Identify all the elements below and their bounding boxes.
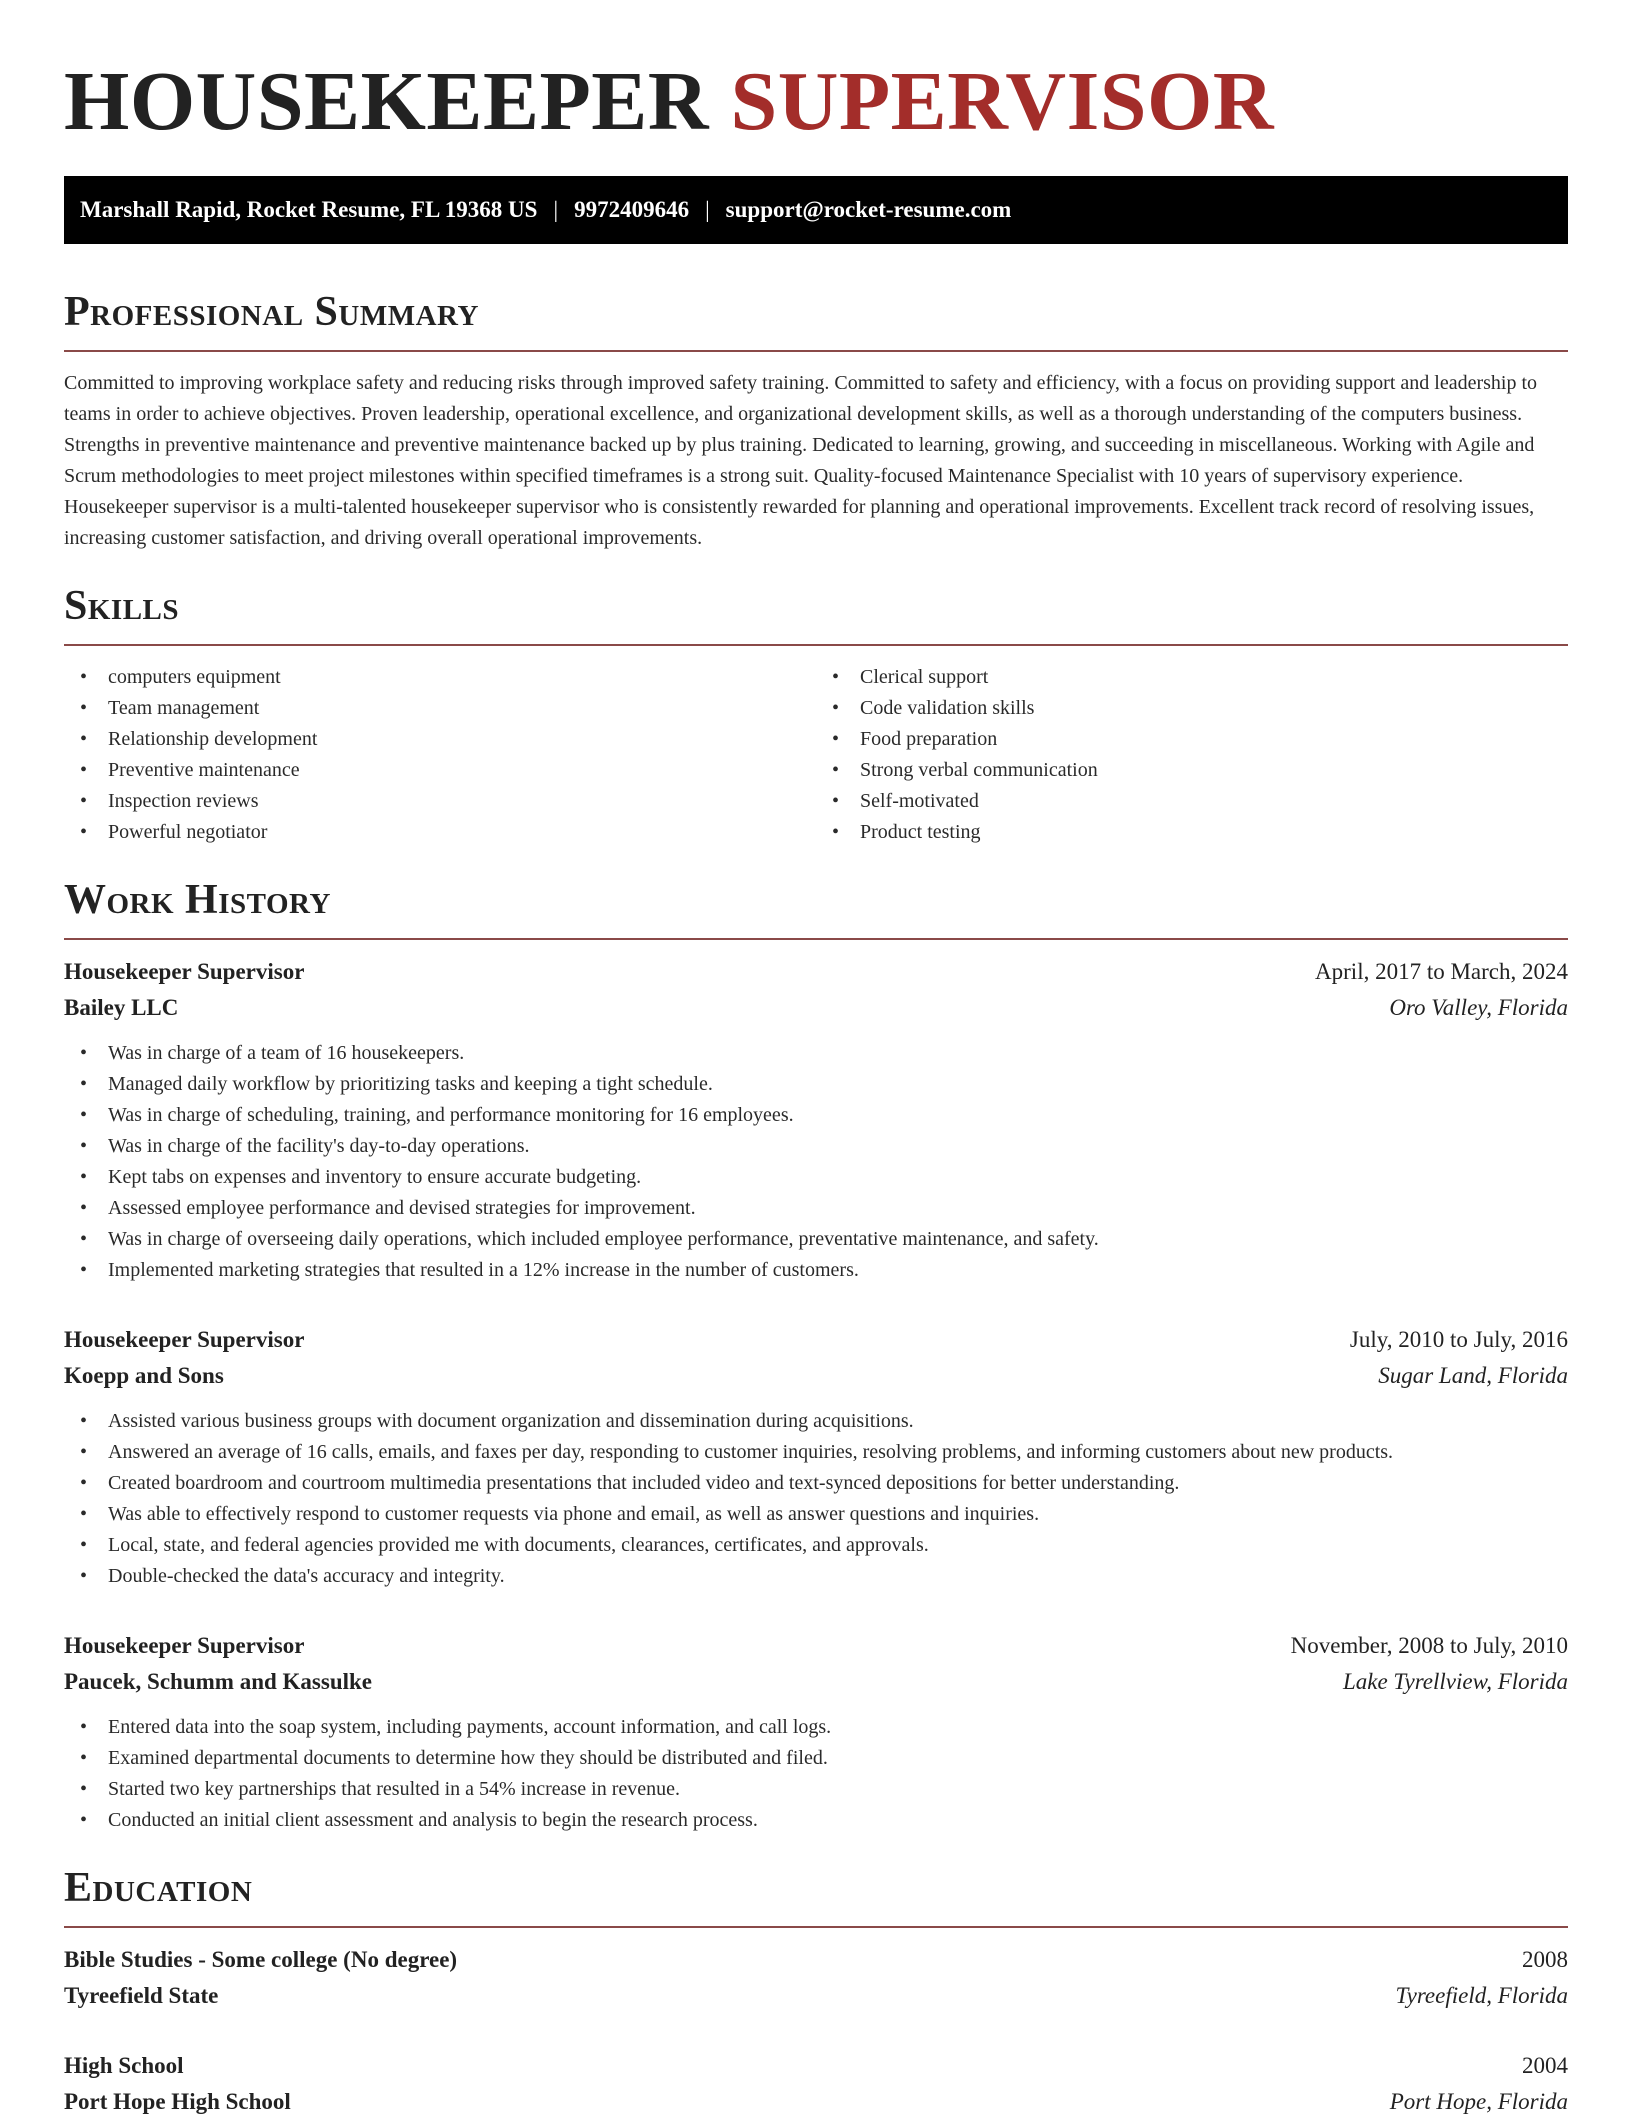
contact-phone: 9972409646 bbox=[574, 197, 690, 222]
job-company: Bailey LLC bbox=[64, 995, 179, 1020]
skills-divider bbox=[64, 644, 1568, 646]
job-company-row bbox=[64, 990, 1568, 1026]
education-degree: High School bbox=[64, 2053, 184, 2078]
job-bullet: • Implemented marketing strategies that resulted in a 12% increase in the number of customers. bbox=[64, 1255, 1568, 1286]
skill-item: • Clerical support bbox=[816, 662, 1568, 693]
job-dates: April, 2017 to March, 2024 bbox=[1315, 959, 1568, 984]
education-header-row bbox=[64, 1942, 1568, 1978]
job-bullet: • Started two key partnerships that resulted in a 54% increase in revenue. bbox=[64, 1774, 1568, 1805]
contact-separator: | bbox=[705, 197, 710, 222]
job-dates: November, 2008 to July, 2010 bbox=[1290, 1633, 1568, 1658]
job-company: Koepp and Sons bbox=[64, 1363, 224, 1388]
name-last: SUPERVISOR bbox=[730, 55, 1274, 148]
job-company-row bbox=[64, 1358, 1568, 1394]
contact-address: Marshall Rapid, Rocket Resume, FL 19368 US bbox=[80, 197, 538, 222]
education-location: Port Hope, Florida bbox=[1389, 2089, 1568, 2114]
skill-item: • computers equipment bbox=[64, 662, 816, 693]
education-heading: Education bbox=[64, 1865, 253, 1911]
summary-divider bbox=[64, 350, 1568, 352]
job-bullet: • Was in charge of overseeing daily operations, which included employee performance, preventative maintenance, and safety. bbox=[64, 1224, 1568, 1255]
education-section bbox=[64, 1860, 1568, 2120]
job-bullets bbox=[64, 1712, 1568, 1836]
summary-text: Committed to improving workplace safety and reducing risks through improved safety training. Committed to safety and efficiency, with a focus on providing support and leadership to teams in order to achieve objectives. Proven leadership, operational excellence, and organizational development skills, as well as a thorough understanding of the computers business. Strengths in preventive maintenance and preventive maintenance backed up by plus training. Dedicated to learning, growing, and succeeding in miscellaneous. Working with Agile and Scrum methodologies to meet project milestones within specified timeframes is a strong suit. Quality-focused Maintenance Specialist with 10 years of supervisory experience. Housekeeper supervisor is a multi-talented housekeeper supervisor who is consistently rewarded for planning and operational improvements. Excellent track record of resolving issues, increasing customer satisfaction, and driving overall operational improvements. bbox=[64, 372, 1538, 549]
education-header-row bbox=[64, 2048, 1568, 2084]
job-bullet: • Kept tabs on expenses and inventory to ensure accurate budgeting. bbox=[64, 1162, 1568, 1193]
job-title: Housekeeper Supervisor bbox=[64, 1633, 305, 1658]
job-bullet: • Double-checked the data's accuracy and integrity. bbox=[64, 1561, 1568, 1592]
summary-heading: Professional Summary bbox=[64, 289, 479, 335]
job-bullet: • Examined departmental documents to determine how they should be distributed and filed. bbox=[64, 1743, 1568, 1774]
skills-section bbox=[64, 578, 1568, 848]
education-entry bbox=[64, 2048, 1568, 2120]
job-location: Lake Tyrellview, Florida bbox=[1342, 1669, 1568, 1694]
contact-bar bbox=[64, 176, 1568, 244]
job-title: Housekeeper Supervisor bbox=[64, 1327, 305, 1352]
job-bullet: • Managed daily workflow by prioritizing tasks and keeping a tight schedule. bbox=[64, 1069, 1568, 1100]
work-heading: Work History bbox=[64, 877, 331, 923]
skills-right-list bbox=[816, 662, 1568, 848]
skill-item: • Code validation skills bbox=[816, 693, 1568, 724]
job-bullet: • Was able to effectively respond to customer requests via phone and email, as well as answer questions and inquiries. bbox=[64, 1499, 1568, 1530]
job-bullets bbox=[64, 1406, 1568, 1592]
education-school: Tyreefield State bbox=[64, 1983, 219, 2008]
education-year: 2008 bbox=[1522, 1947, 1568, 1972]
skill-item: • Preventive maintenance bbox=[64, 755, 816, 786]
education-school-row bbox=[64, 2084, 1568, 2120]
work-section bbox=[64, 872, 1568, 1836]
summary-section bbox=[64, 284, 1568, 554]
skill-item: • Relationship development bbox=[64, 724, 816, 755]
job-bullets bbox=[64, 1038, 1568, 1286]
skill-item: • Powerful negotiator bbox=[64, 817, 816, 848]
skills-left-list bbox=[64, 662, 816, 848]
job-bullet: • Was in charge of a team of 16 housekeepers. bbox=[64, 1038, 1568, 1069]
job-location: Oro Valley, Florida bbox=[1389, 995, 1568, 1020]
job-bullet: • Assessed employee performance and devised strategies for improvement. bbox=[64, 1193, 1568, 1224]
skill-item: • Self-motivated bbox=[816, 786, 1568, 817]
resume-content bbox=[64, 0, 1568, 2120]
education-school: Port Hope High School bbox=[64, 2089, 291, 2114]
work-divider bbox=[64, 938, 1568, 940]
contact-separator: | bbox=[553, 197, 559, 222]
skill-item: • Food preparation bbox=[816, 724, 1568, 755]
job-dates: July, 2010 to July, 2016 bbox=[1349, 1327, 1568, 1352]
job-entry bbox=[64, 1322, 1568, 1592]
skills-columns bbox=[64, 662, 1568, 848]
name-first: HOUSEKEEPER bbox=[64, 55, 709, 148]
job-header-row bbox=[64, 1322, 1568, 1358]
skill-item: • Strong verbal communication bbox=[816, 755, 1568, 786]
education-school-row bbox=[64, 1978, 1568, 2014]
job-entry bbox=[64, 1628, 1568, 1836]
education-location: Tyreefield, Florida bbox=[1395, 1983, 1568, 2008]
skill-item: • Team management bbox=[64, 693, 816, 724]
job-header-row bbox=[64, 954, 1568, 990]
job-company: Paucek, Schumm and Kassulke bbox=[64, 1669, 373, 1694]
job-bullet: • Conducted an initial client assessment and analysis to begin the research process. bbox=[64, 1805, 1568, 1836]
resume-name bbox=[64, 0, 1568, 150]
education-year: 2004 bbox=[1522, 2053, 1568, 2078]
skill-item: • Inspection reviews bbox=[64, 786, 816, 817]
job-entry bbox=[64, 954, 1568, 1286]
job-bullet: • Was in charge of scheduling, training, and performance monitoring for 16 employees. bbox=[64, 1100, 1568, 1131]
education-degree: Bible Studies - Some college (No degree) bbox=[64, 1947, 458, 1972]
job-header-row bbox=[64, 1628, 1568, 1664]
job-title: Housekeeper Supervisor bbox=[64, 959, 305, 984]
job-bullet: • Entered data into the soap system, including payments, account information, and call logs. bbox=[64, 1712, 1568, 1743]
skill-item: • Product testing bbox=[816, 817, 1568, 848]
skills-heading: Skills bbox=[64, 583, 180, 629]
education-entry bbox=[64, 1942, 1568, 2014]
job-bullet: • Assisted various business groups with document organization and dissemination during acquisitions. bbox=[64, 1406, 1568, 1437]
job-location: Sugar Land, Florida bbox=[1378, 1363, 1568, 1388]
education-divider bbox=[64, 1926, 1568, 1928]
job-bullet: • Answered an average of 16 calls, emails, and faxes per day, responding to customer inquiries, resolving problems, and informing customers about new products. bbox=[64, 1437, 1568, 1468]
job-bullet: • Local, state, and federal agencies provided me with documents, clearances, certificates, and approvals. bbox=[64, 1530, 1568, 1561]
job-bullet: • Created boardroom and courtroom multimedia presentations that included video and text-synced depositions for better understanding. bbox=[64, 1468, 1568, 1499]
job-bullet: • Was in charge of the facility's day-to-day operations. bbox=[64, 1131, 1568, 1162]
contact-email[interactable]: support@rocket-resume.com bbox=[725, 197, 1012, 222]
job-company-row bbox=[64, 1664, 1568, 1700]
